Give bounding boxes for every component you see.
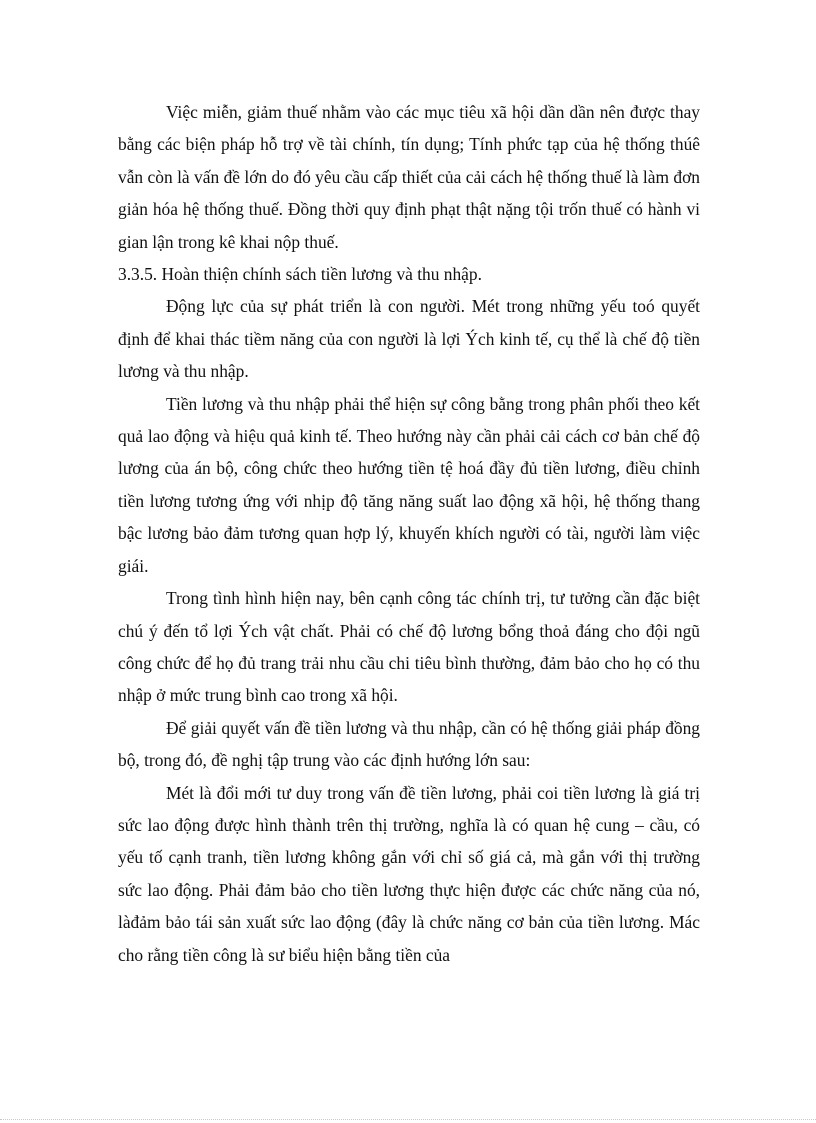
page-bottom-border	[0, 1119, 816, 1120]
document-body	[118, 96, 700, 971]
paragraph-first-solution: Mét là đổi mới tư duy trong vấn đề tiền lương, phải coi tiền lương là giá trị sức lao động được hình thành trên thị trường, nghĩa là có quan hệ cung – cầu, có yếu tố cạnh tranh, tiền lương không gắn với chỉ số giá cả, mà gắn với thị trường sức lao động. Phải đảm bảo cho tiền lương thực hiện được các chức năng của nó, làđảm bảo tái sản xuất sức lao động (đây là chức năng cơ bản của tiền lương. Mác cho rằng tiền công là sư biểu hiện bằng tiền của	[118, 782, 700, 965]
paragraph-salary-fairness: Tiền lương và thu nhập phải thể hiện sự công bằng trong phân phối theo kết quả lao động và hiệu quả kinh tế. Theo hướng này cần phải cải cách cơ bản chế độ lương của án bộ, công chức theo hướng tiền tệ hoá đầy đủ tiền lương, điều chỉnh tiền lương tương ứng với nhịp độ tăng năng suất lao động xã hội, hệ thống thang bậc lương bảo đảm tương quan hợp lý, khuyến khích người có tài, người làm việc giái.	[118, 393, 700, 576]
paragraph-motivation: Động lực của sự phát triển là con người. Mét trong những yếu toó quyết định để khai thác tiềm năng của con người là lợi Ých kinh tế, cụ thể là chế độ tiền lương và thu nhập.	[118, 296, 700, 382]
section-heading-3-3-5: 3.3.5. Hoàn thiện chính sách tiền lương và thu nhập.	[118, 264, 482, 285]
paragraph-tax-exemption: Việc miễn, giảm thuế nhằm vào các mục tiêu xã hội dần dần nên được thay bằng các biện pháp hỗ trợ về tài chính, tín dụng; Tính phức tạp của hệ thống thúê vẫn còn là vấn đề lớn do đó yêu cầu cấp thiết của cải cách hệ thống thuế là làm đơn giản hóa hệ thống thuế. Đồng thời quy định phạt thật nặng tội trốn thuế có hành vi gian lận trong kê khai nộp thuế.	[118, 102, 700, 252]
paragraph-solutions-intro: Để giải quyết vấn đề tiền lương và thu nhập, cần có hệ thống giải pháp đồng bộ, trong đó, đề nghị tập trung vào các định hướng lớn sau:	[118, 717, 700, 771]
paragraph-current-situation: Trong tình hình hiện nay, bên cạnh công tác chính trị, tư tưởng cần đặc biệt chú ý đến tổ lợi Ých vật chất. Phải có chế độ lương bổng thoả đáng cho đội ngũ công chức để họ đủ trang trải nhu cầu chi tiêu bình thường, đảm bảo cho họ có thu nhập ở mức trung bình cao trong xã hội.	[118, 588, 700, 706]
